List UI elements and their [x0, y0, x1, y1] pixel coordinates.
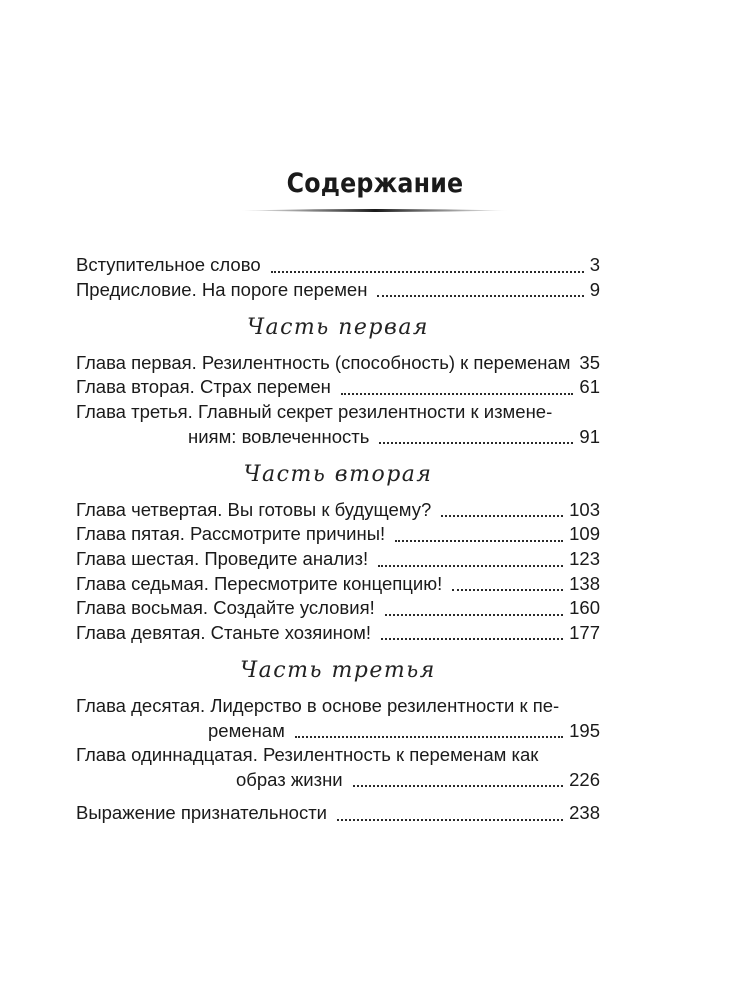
- leader-dots: [378, 551, 563, 567]
- toc-entry-label: Глава седьмая. Пересмотрите концепцию!: [76, 572, 443, 594]
- toc-entry-label: Глава девятая. Станьте хозяином!: [76, 621, 372, 643]
- toc-entry-chapter-11[interactable]: [76, 743, 600, 792]
- toc-entry-page: 226: [569, 768, 600, 790]
- leader-dots: [385, 600, 563, 616]
- toc-entry-label: Глава четвертая. Вы готовы к будущему?: [76, 498, 432, 520]
- toc-entry-label: Предисловие. На пороге перемен: [76, 278, 368, 300]
- toc-entry-chapter-10[interactable]: [76, 694, 600, 743]
- toc-entry-page: 138: [569, 572, 600, 594]
- toc-entry-page: 195: [569, 719, 600, 741]
- leader-dots: [452, 575, 563, 591]
- toc-entry-chapter-2[interactable]: [76, 375, 600, 400]
- toc-entry-label-line2: образ жизни: [236, 768, 343, 790]
- leader-dots: [341, 379, 574, 395]
- toc-entry-page: 9: [589, 278, 600, 300]
- toc-entry-label: Выражение признательности: [76, 802, 328, 824]
- toc-entry-page: 238: [569, 802, 600, 824]
- toc-entry-chapter-4[interactable]: [76, 498, 600, 523]
- toc-entry-label-line2: ременам: [208, 719, 285, 741]
- toc-entry-chapter-1[interactable]: [76, 351, 600, 376]
- part-heading-1: Часть первая: [246, 315, 430, 341]
- toc-entry-chapter-3[interactable]: [76, 400, 600, 449]
- leader-dots: [379, 428, 573, 444]
- toc-entry-chapter-8[interactable]: [76, 596, 600, 621]
- leader-dots: [377, 281, 583, 297]
- toc-entry-label: Глава первая. Резилентность (способность) к переменам: [76, 351, 571, 373]
- leader-dots: [337, 805, 563, 821]
- toc-entry-label-line2: ниям: вовлеченность: [188, 425, 370, 447]
- leader-dots: [571, 356, 574, 370]
- toc-entry-page: 123: [569, 547, 600, 569]
- toc-entry-label-line1: Глава одиннадцатая. Резилентность к переменам как: [76, 744, 539, 766]
- toc-entry-page: 35: [579, 351, 600, 373]
- leader-dots: [295, 722, 563, 738]
- toc-entry-page: 109: [569, 523, 600, 545]
- toc-entry-preface[interactable]: [76, 278, 600, 303]
- toc-entry-introduction[interactable]: [76, 253, 600, 278]
- toc-entry-chapter-7[interactable]: [76, 572, 600, 597]
- toc-entry-label: Вступительное слово: [76, 254, 261, 275]
- toc-entry-chapter-9[interactable]: [76, 621, 600, 646]
- leader-dots: [353, 771, 564, 787]
- toc-entry-label: Глава шестая. Проведите анализ!: [76, 547, 369, 569]
- part-heading-2: Часть вторая: [243, 462, 433, 488]
- toc-entry-label-line1: Глава третья. Главный секрет резилентности к измене-: [76, 400, 553, 422]
- toc-entry-label-line1: Глава десятая. Лидерство в основе резилентности к пе-: [76, 694, 560, 716]
- toc-entry-acknowledgements[interactable]: [76, 801, 600, 826]
- part-heading-3: Часть третья: [240, 658, 436, 684]
- toc-entry-page: 61: [579, 376, 600, 398]
- toc-entry-label: Глава восьмая. Создайте условия!: [76, 597, 375, 619]
- toc-entry-chapter-5[interactable]: [76, 522, 600, 547]
- leader-dots: [271, 257, 584, 273]
- toc-entry-page: 177: [569, 621, 600, 643]
- toc-entry-page: 91: [579, 425, 600, 447]
- leader-dots: [395, 526, 563, 542]
- page-title: Содержание: [286, 168, 464, 199]
- leader-dots: [381, 624, 563, 640]
- leader-dots: [441, 501, 563, 517]
- title-ornament-divider: [240, 208, 510, 213]
- toc-entry-page: 3: [589, 254, 600, 275]
- toc-entry-label: Глава пятая. Рассмотрите причины!: [76, 523, 386, 545]
- toc-entry-chapter-6[interactable]: [76, 547, 600, 572]
- table-of-contents: [76, 253, 600, 826]
- spacer: [76, 792, 600, 801]
- toc-entry-page: 103: [569, 498, 600, 520]
- toc-entry-label: Глава вторая. Страх перемен: [76, 376, 331, 398]
- toc-entry-page: 160: [569, 597, 600, 619]
